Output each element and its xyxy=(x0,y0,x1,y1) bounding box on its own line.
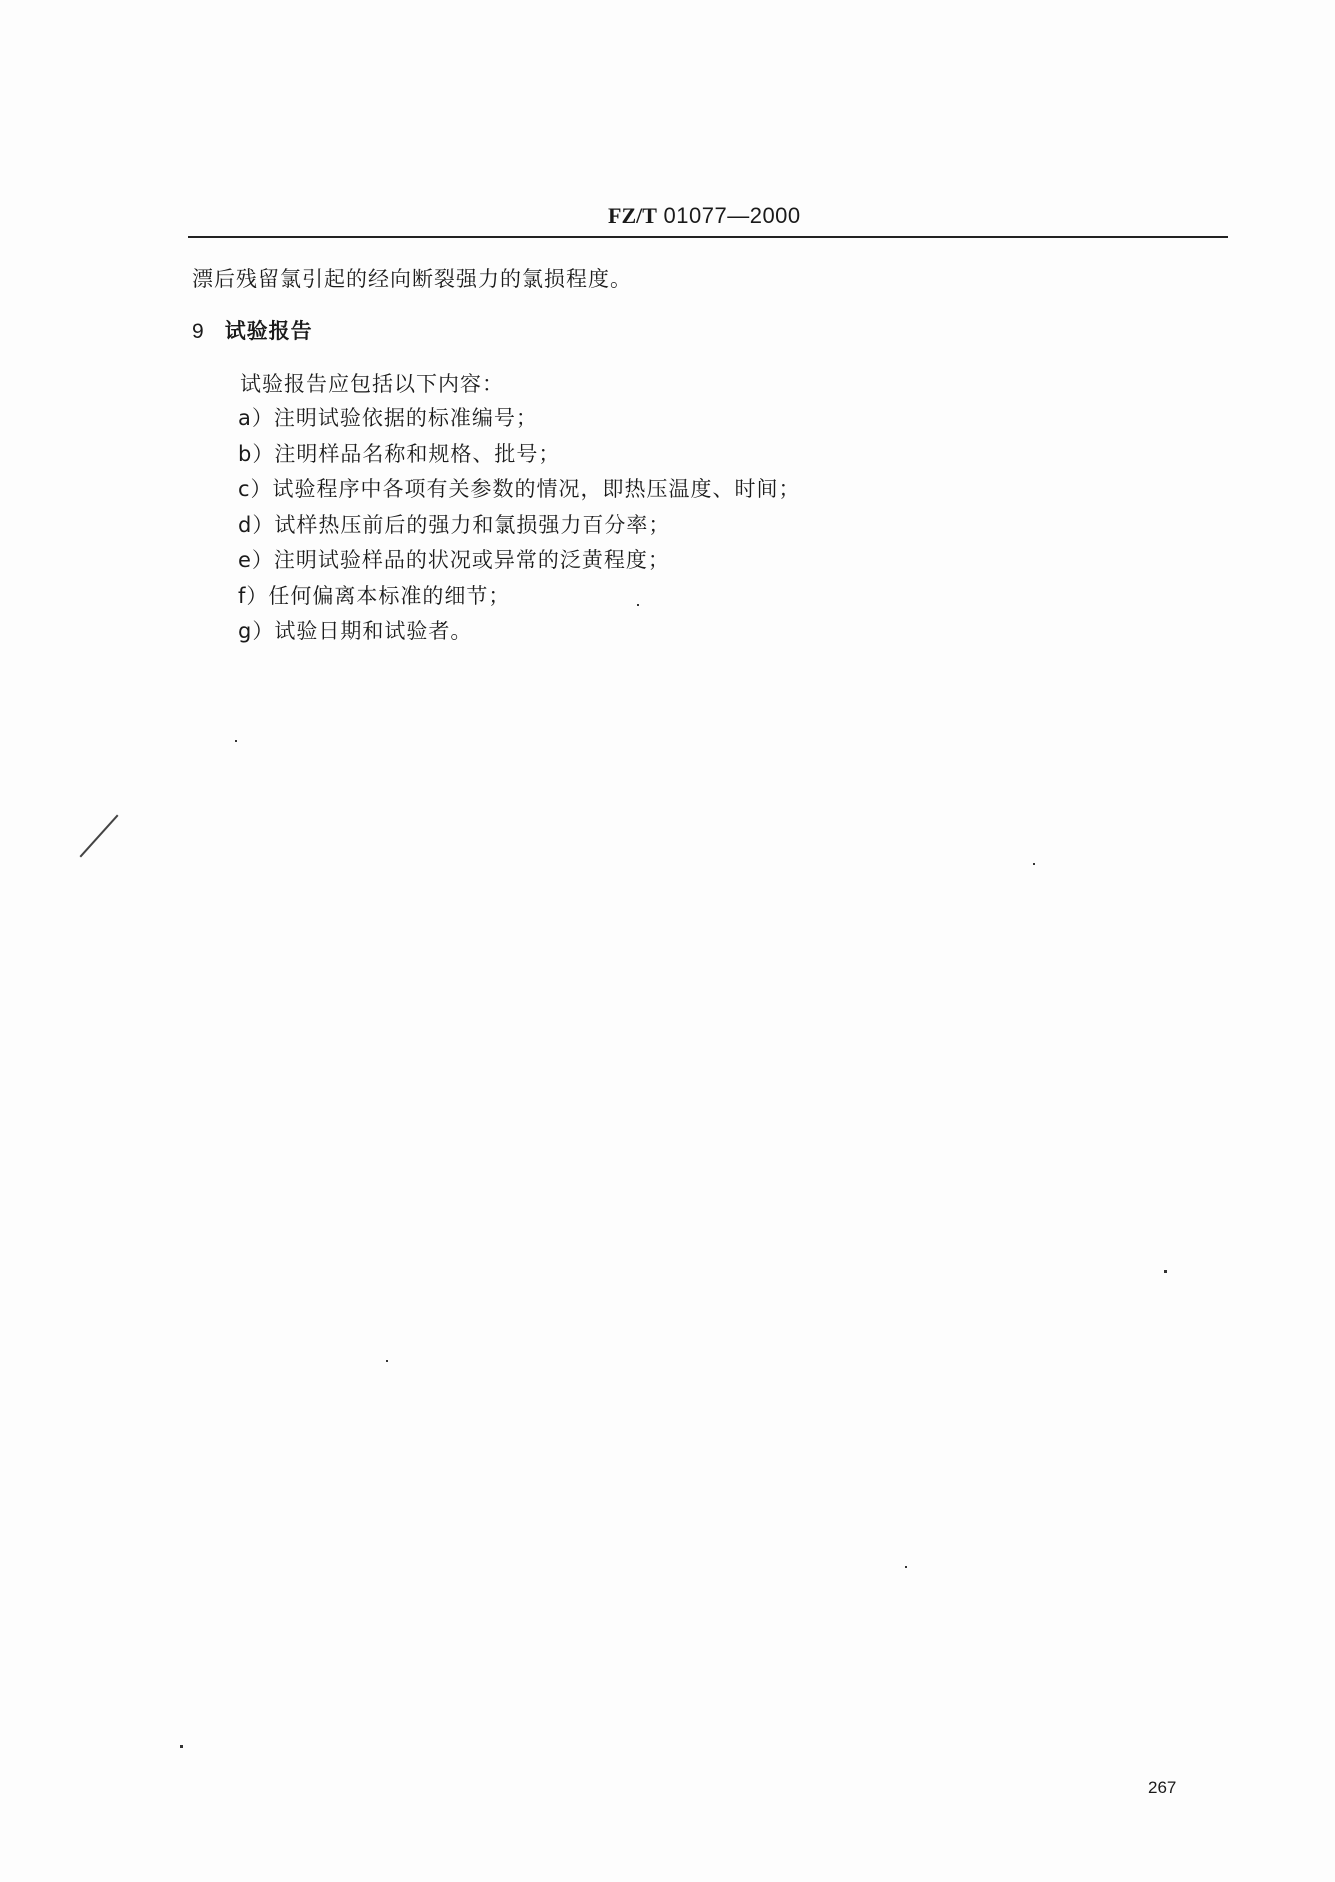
scan-speck xyxy=(1033,863,1035,865)
list-item: b）注明样品名称和规格、批号； xyxy=(238,441,561,466)
list-item: e）注明试验样品的状况或异常的泛黄程度； xyxy=(238,548,670,572)
scan-slash-mark xyxy=(80,815,119,858)
standard-number: 01077—2000 xyxy=(663,203,801,228)
standard-prefix: FZ/T xyxy=(608,203,657,228)
scan-speck xyxy=(235,740,237,742)
scan-speck xyxy=(180,1745,183,1748)
scan-speck xyxy=(637,604,639,606)
report-items-list xyxy=(238,405,801,654)
section-number: 9 xyxy=(192,320,205,343)
list-item: d）试样热压前后的强力和氯损强力百分率； xyxy=(238,512,671,537)
scan-speck xyxy=(386,1360,388,1362)
page-number: 267 xyxy=(1148,1778,1177,1797)
list-item: c）试验程序中各项有关参数的情况，即热压温度、时间； xyxy=(238,477,801,501)
section-title: 试验报告 xyxy=(224,319,313,343)
list-item: f）任何偏离本标准的细节； xyxy=(238,583,511,608)
list-item: g）试验日期和试验者。 xyxy=(238,619,473,643)
header-rule xyxy=(188,236,1228,238)
continuation-text: 漂后残留氯引起的经向断裂强力的氯损程度。 xyxy=(192,267,632,291)
list-item: a）注明试验依据的标准编号； xyxy=(238,406,538,430)
standard-code xyxy=(608,203,801,229)
scan-speck xyxy=(905,1566,907,1568)
section-heading xyxy=(192,318,313,345)
scan-speck xyxy=(1164,1270,1167,1273)
report-intro: 试验报告应包括以下内容： xyxy=(240,372,504,396)
